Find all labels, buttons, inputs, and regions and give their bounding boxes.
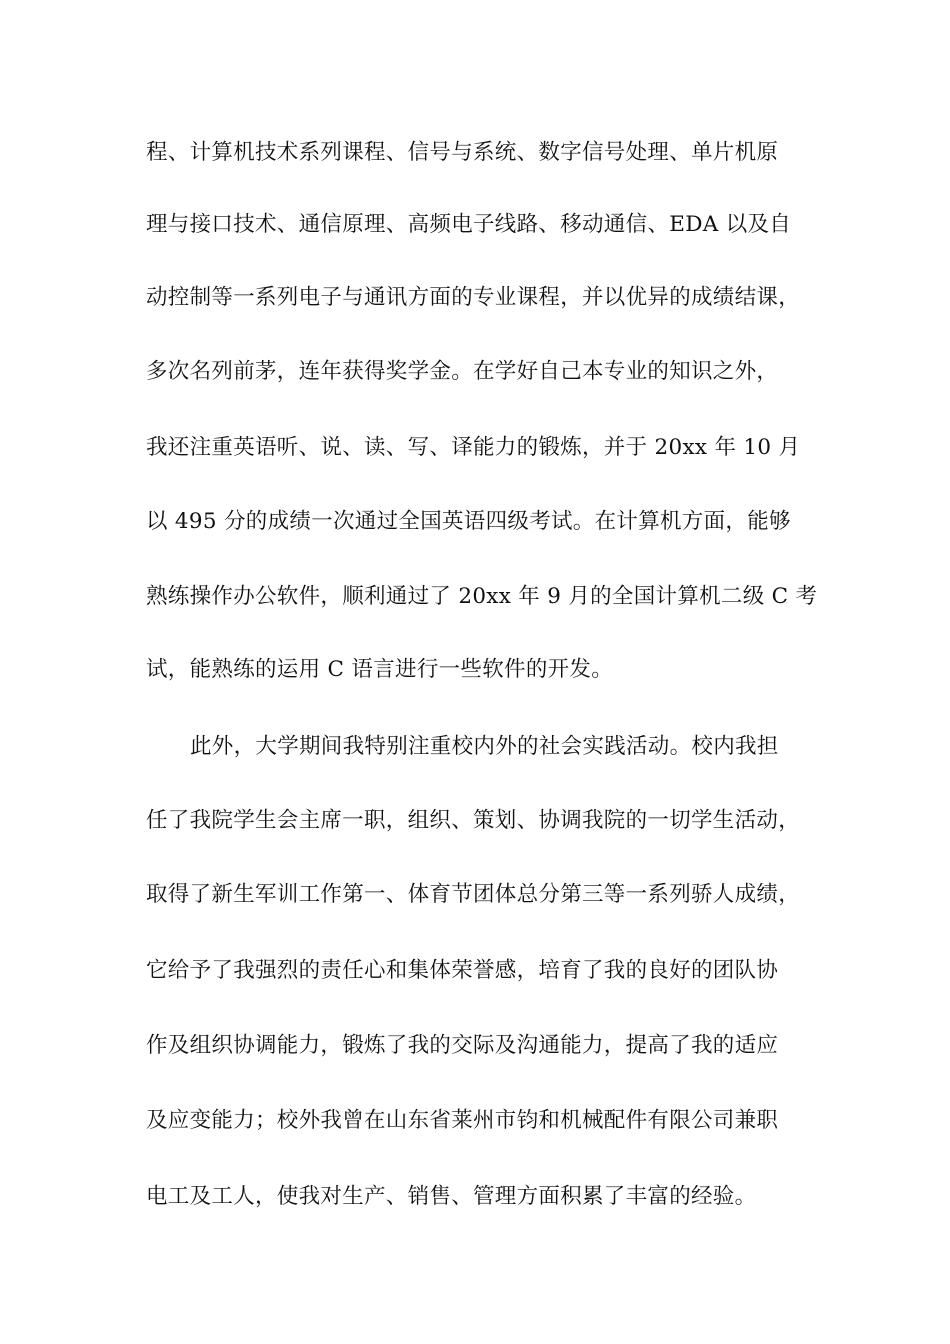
text-line: 程、计算机技术系列课程、信号与系统、数字信号处理、单片机原 <box>146 140 779 165</box>
text-line: 及应变能力；校外我曾在山东省莱州市钧和机械配件有限公司兼职 <box>146 1108 779 1133</box>
text-line: 多次名列前茅，连年获得奖学金。在学好自己本专业的知识之外， <box>146 359 779 384</box>
text-line: 熟练操作办公软件，顺利通过了 20xx 年 9 月的全国计算机二级 C 考 <box>146 584 818 609</box>
text-line: 取得了新生军训工作第一、体育节团体总分第三等一系列骄人成绩， <box>146 882 801 907</box>
text-line: 动控制等一系列电子与通讯方面的专业课程，并以优异的成绩结课， <box>146 285 801 310</box>
text-line: 我还注重英语听、说、读、写、译能力的锻炼，并于 20xx 年 10 月 <box>146 435 801 460</box>
text-line: 试，能熟练的运用 C 语言进行一些软件的开发。 <box>146 657 614 682</box>
text-line: 它给予了我强烈的责任心和集体荣誉感，培育了我的良好的团队协 <box>146 958 779 983</box>
paragraph-first-line: 此外，大学期间我特别注重校内外的社会实践活动。校内我担 <box>190 734 779 759</box>
text-line: 电工及工人，使我对生产、销售、管理方面积累了丰富的经验。 <box>146 1184 757 1209</box>
text-line: 任了我院学生会主席一职，组织、策划、协调我院的一切学生活动， <box>146 808 801 833</box>
text-line: 作及组织协调能力，锻炼了我的交际及沟通能力，提高了我的适应 <box>146 1033 779 1058</box>
text-line: 以 495 分的成绩一次通过全国英语四级考试。在计算机方面，能够 <box>146 509 791 534</box>
text-line: 理与接口技术、通信原理、高频电子线路、移动通信、EDA 以及自 <box>146 212 792 237</box>
